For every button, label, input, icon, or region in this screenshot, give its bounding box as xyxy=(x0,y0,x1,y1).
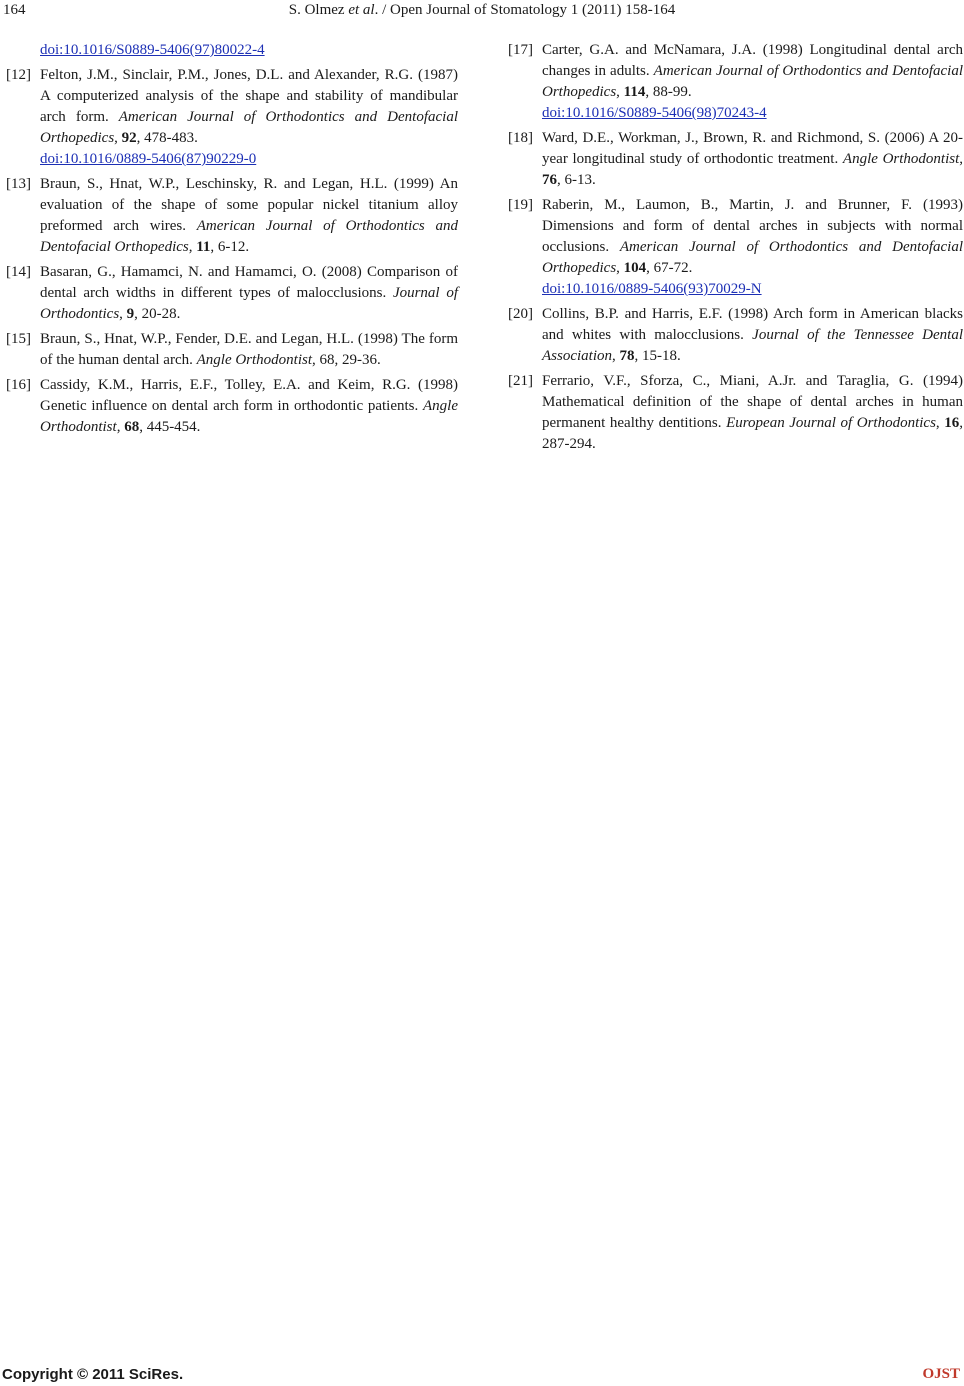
running-etal: et al xyxy=(348,2,375,18)
journal-title: American Journal of Orthodontics and Dentofacial Orthopedics xyxy=(542,63,963,100)
journal-title: American Journal of Orthodontics and Dentofacial Orthopedics xyxy=(40,218,458,255)
reference-segment: , xyxy=(612,348,620,364)
reference-segment: , 68, 29-36. xyxy=(312,352,381,368)
page-number: 164 xyxy=(3,2,26,18)
reference-segment: , xyxy=(616,84,624,100)
reference-item xyxy=(6,329,458,371)
reference-number: [21] xyxy=(508,373,533,389)
reference-segment: , 445-454. xyxy=(139,419,201,435)
doi-link[interactable]: doi:10.1016/0889-5406(93)70029-N xyxy=(542,281,762,297)
reference-segment: , 20-28. xyxy=(134,306,181,322)
reference-number: [14] xyxy=(6,264,31,280)
running-title xyxy=(0,0,964,20)
journal-title: Journal of the Tennessee Dental Association xyxy=(542,327,963,364)
reference-item xyxy=(508,195,963,300)
reference-item xyxy=(6,65,458,170)
reference-segment: , 478-483. xyxy=(136,130,198,146)
journal-title: Angle Orthodontist xyxy=(842,151,960,167)
reference-segment: , xyxy=(616,260,624,276)
journal-title: Journal of Orthodontics xyxy=(40,285,458,322)
journal-title: American Journal of Orthodontics and Dentofacial Orthopedics xyxy=(542,239,963,276)
reference-segment: , 15-18. xyxy=(634,348,681,364)
reference-item xyxy=(6,40,458,61)
reference-segment: , 6-12. xyxy=(210,239,250,255)
reference-text xyxy=(542,373,963,452)
reference-text xyxy=(40,67,458,146)
reference-segment: Felton, J.M., Sinclair, P.M., Jones, D.L. and Alexander, R.G. (1987) A computerized analysis of the shape and stability of mandibular arch form. xyxy=(40,67,458,125)
reference-segment: Collins, B.P. and Harris, E.F. (1998) Arch form in American blacks and whites with malocclusions. xyxy=(542,306,963,343)
reference-item xyxy=(6,375,458,438)
reference-segment: , 67-72. xyxy=(646,260,693,276)
copyright-notice: Copyright © 2011 SciRes. xyxy=(2,1366,184,1383)
reference-number: [16] xyxy=(6,377,31,393)
reference-item xyxy=(6,262,458,325)
reference-number: [13] xyxy=(6,176,31,192)
volume-number: 114 xyxy=(623,84,646,100)
reference-segment: Braun, S., Hnat, W.P., Fender, D.E. and Legan, H.L. (1998) The form of the human dental arch. xyxy=(40,331,458,368)
reference-text xyxy=(40,176,458,255)
reference-number: [15] xyxy=(6,331,31,347)
reference-segment: Braun, S., Hnat, W.P., Leschinsky, R. and Legan, H.L. (1999) An evaluation of the shape of some popular nickel titanium alloy preformed arch wires. xyxy=(40,176,458,234)
reference-text xyxy=(542,306,963,364)
reference-text xyxy=(40,264,458,322)
reference-column-right xyxy=(508,40,963,459)
reference-number: [20] xyxy=(508,306,533,322)
reference-text xyxy=(40,331,458,368)
journal-title: European Journal of Orthodontics xyxy=(726,415,936,431)
reference-segment: , 6-13. xyxy=(557,172,596,188)
volume-number: 76 xyxy=(542,172,557,188)
reference-segment: Ferrario, V.F., Sforza, C., Miani, A.Jr. and Taraglia, G. (1994) Mathematical definition of the shape of dental arches in human permanent healthy dentitions. xyxy=(542,373,963,431)
reference-number: [19] xyxy=(508,197,533,213)
reference-number: [18] xyxy=(508,130,533,146)
journal-title: Angle Orthodontist xyxy=(40,398,458,435)
reference-number: [17] xyxy=(508,42,533,58)
reference-item xyxy=(6,174,458,258)
reference-segment: , 287-294. xyxy=(542,415,963,452)
volume-number: 104 xyxy=(623,260,647,276)
reference-segment: , xyxy=(114,130,122,146)
reference-segment: , xyxy=(959,151,963,167)
volume-number: 9 xyxy=(126,306,135,322)
running-authors: S. Olmez xyxy=(288,2,345,18)
reference-segment: Raberin, M., Laumon, B., Martin, J. and Brunner, F. (1993) Dimensions and form of dental arches in subjects with normal occlusions. xyxy=(542,197,963,255)
running-header xyxy=(0,0,964,20)
journal-abbreviation: OJST xyxy=(922,1366,960,1382)
journal-title: Angle Orthodontist xyxy=(196,352,313,368)
reference-number: [12] xyxy=(6,67,31,83)
reference-segment: , 88-99. xyxy=(645,84,692,100)
reference-segment: , xyxy=(116,419,125,435)
running-journal: . / Open Journal of Stomatology 1 (2011) 158-164 xyxy=(374,2,676,18)
volume-number: 16 xyxy=(944,415,960,431)
reference-item xyxy=(508,128,963,191)
volume-number: 11 xyxy=(196,239,211,255)
reference-text xyxy=(40,377,458,435)
reference-segment: Carter, G.A. and McNamara, J.A. (1998) Longitudinal dental arch changes in adults. xyxy=(542,42,963,79)
reference-segment: , xyxy=(935,415,945,431)
reference-text xyxy=(542,42,963,100)
reference-segment: , xyxy=(119,306,127,322)
doi-link[interactable]: doi:10.1016/S0889-5406(98)70243-4 xyxy=(542,105,767,121)
reference-item xyxy=(508,40,963,124)
volume-number: 78 xyxy=(619,348,635,364)
reference-column-left xyxy=(6,40,458,442)
volume-number: 68 xyxy=(124,419,140,435)
reference-text xyxy=(542,130,963,188)
reference-segment: , xyxy=(188,239,197,255)
doi-link[interactable]: doi:10.1016/S0889-5406(97)80022-4 xyxy=(40,42,265,58)
page-footer xyxy=(0,1364,964,1386)
reference-segment: Cassidy, K.M., Harris, E.F., Tolley, E.A. and Keim, R.G. (1998) Genetic influence on dental arch form in orthodontic patients. xyxy=(40,377,458,414)
reference-item xyxy=(508,371,963,455)
reference-item xyxy=(508,304,963,367)
reference-segment: Ward, D.E., Workman, J., Brown, R. and Richmond, S. (2006) A 20-year longitudinal study of orthodontic treatment. xyxy=(542,130,963,167)
reference-segment: Basaran, G., Hamamci, N. and Hamamci, O. (2008) Comparison of dental arch widths in different types of malocclusions. xyxy=(40,264,458,301)
doi-link[interactable]: doi:10.1016/0889-5406(87)90229-0 xyxy=(40,151,257,167)
volume-number: 92 xyxy=(121,130,137,146)
reference-text xyxy=(542,197,963,276)
journal-title: American Journal of Orthodontics and Dentofacial Orthopedics xyxy=(40,109,458,146)
